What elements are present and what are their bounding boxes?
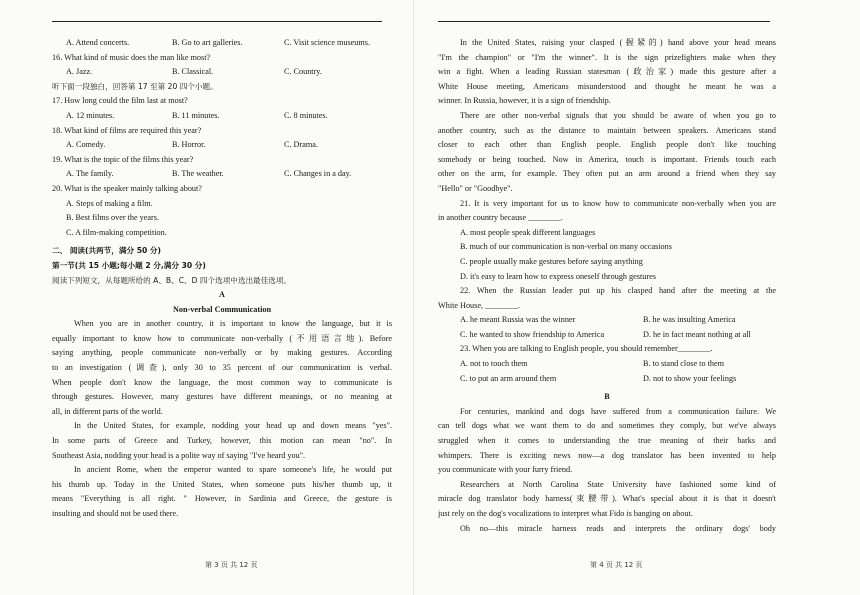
q22-stem: 22. When the Russian leader put up his clasped hand after the meeting at the (460, 286, 776, 296)
q15-option-b: B. Go to art galleries. (172, 38, 243, 47)
passage-line: his thumb up. Today in the United States, when someone puts his/her thumb up, it (52, 479, 392, 489)
passage-line: Researchers at North Carolina State University have fashioned some kind of (460, 479, 776, 489)
q23-options-row2 (438, 372, 776, 387)
q18-stem: 18. What kind of films are required this year? (52, 125, 202, 135)
q23-option-a: A. not to touch them (460, 359, 528, 369)
passage-line: another country, such as the distance to maintain between speakers. Americans stand (438, 125, 776, 135)
q17-options (52, 109, 392, 124)
left-page (52, 36, 392, 522)
passage-line: you communicate with your furry friend. (438, 465, 573, 475)
passage-letter-b: B (604, 392, 610, 402)
q23-stem: 23. When you are talking to English people, you should remember________. (460, 344, 713, 354)
q23-options-row1 (438, 357, 776, 372)
top-rule-left (52, 21, 382, 22)
page-footer-left: 第 3 页 共 12 页 (205, 561, 258, 569)
part1-title: 第一节(共 15 小题;每小题 2 分,满分 30 分) (52, 260, 206, 270)
q20-option-a: A. Steps of making a film. (66, 198, 153, 208)
q22-option-a: A. he meant Russia was the winner (460, 315, 576, 325)
passage-line: closer to each other than English people. English people don't like touching (438, 140, 776, 150)
page-fold (413, 0, 414, 595)
q15-option-a: A. Attend concerts. (66, 38, 130, 47)
q19-option-c: C. Changes in a day. (284, 169, 352, 179)
q21-option-d: D. it's easy to learn how to express oneself through gestures (460, 271, 656, 281)
q16-options (52, 65, 392, 80)
passage-title: Non-verbal Communication (172, 304, 272, 314)
passage-line: When you are in another country, it is important to know the language, but it is (74, 319, 392, 329)
listening-instruction: 听下面一段独白，回答第 17 至第 20 四个小题。 (52, 81, 218, 91)
passage-line: through gestures. However, many gestures have different meanings, or no meaning at (52, 392, 392, 402)
passage-line: other on the arm, for example. They often put an arm around a friend when they say (438, 169, 776, 179)
passage-line: insulting and should not be used there. (52, 509, 179, 518)
q21-option-a: A. most people speak different languages (460, 227, 596, 237)
q17-option-b: B. 11 minutes. (172, 110, 220, 120)
q20-stem: 20. What is the speaker mainly talking about? (52, 183, 202, 193)
passage-line: In the United States, for example, nodding your head up and down means "yes". (74, 421, 392, 431)
passage-line: When people don't know the language, the most common way to communicate is (52, 377, 392, 387)
q19-stem: 19. What is the topic of the films this year? (52, 154, 194, 164)
q22-option-c: C. he wanted to show friendship to America (460, 329, 605, 339)
passage-line: all, in different parts of the world. (52, 406, 163, 416)
q16-option-b: B. Classical. (172, 67, 214, 77)
q19-option-a: A. The family. (66, 169, 114, 179)
right-page (438, 36, 776, 536)
q21-option-c: C. people usually make gestures before saying anything (460, 256, 643, 266)
q17-option-c: C. 8 minutes. (284, 110, 328, 120)
passage-line: somebody or being touched. Now in America, touch is important. Friends touch each (438, 154, 776, 164)
passage-line: "I'm the champion" or "I'm the winner". It is the sign prizefighters make when they (438, 52, 776, 62)
passage-a-continued (438, 36, 776, 197)
q18-options (52, 138, 392, 153)
passage-line: Oh no—this miracle harness reads and interprets the ordinary dogs' body (460, 523, 776, 533)
passage-line: winner. In Russia, however, it is a sign of friendship. (438, 96, 611, 106)
passage-line: White House meeting, Americans misunderstood and thought he meant he was a (438, 81, 776, 91)
q18-option-c: C. Drama. (284, 140, 318, 150)
q18-option-b: B. Horror. (172, 140, 206, 150)
reading-section-title: 二、 阅读(共两节，满分 50 分) (52, 246, 161, 256)
passage-line: to an investigation (调查), only 30 to 35 percent of our communication is verbal. (52, 363, 392, 373)
passage-line: whimpers. There is exciting news now—a dog translator has been invented to help (438, 450, 776, 460)
q19-option-b: B. The weather. (172, 169, 224, 179)
passage-line: Southeast Asia, nodding your head is a polite way of saying "I've heard you". (52, 450, 306, 460)
passage-line: struggled when it comes to understanding the true meaning of their barks and (438, 436, 776, 446)
q19-options (52, 167, 392, 182)
q22-stem-cont: White House, ________. (438, 300, 520, 310)
passage-line: For centuries, mankind and dogs have suffered from a communication failure. We (460, 406, 776, 416)
passage-line: win a fight. When a leading Russian statesman (政治家) made this gesture after a (438, 67, 776, 77)
passage-line: miracle dog translator body harness(束腰带). What's special about it is that it doesn't (438, 494, 776, 504)
q22-options-row2 (438, 328, 776, 343)
q23-option-c: C. to put an arm around them (460, 373, 557, 383)
passage-letter-a: A (219, 290, 225, 300)
q22-option-b: B. he was insulting America (643, 315, 736, 325)
passage-line: can tell dogs what we want them to do and sometimes they comply, but we've always (438, 421, 776, 431)
q22 (438, 284, 776, 313)
q23-option-d: D. not to show your feelings (643, 373, 737, 383)
top-rule-right (438, 21, 770, 22)
q17-stem: 17. How long could the film last at most? (52, 96, 188, 106)
passage-line: saying anything, people communicate non-verbally or by making gestures. According (52, 348, 392, 358)
q21 (438, 197, 776, 226)
passage-line: In ancient Rome, when the emperor wanted to spare someone's life, he would put (74, 465, 392, 475)
q21-stem: 21. It is very important for us to know how to communicate non-verbally when you are (460, 198, 776, 208)
q22-options-row1 (438, 313, 776, 328)
q16-option-a: A. Jazz. (66, 67, 93, 77)
q15-option-c: C. Visit science museums. (284, 38, 370, 47)
passage-line: just rely on the dog's vocalizations to interpret what Fido is banging on about. (438, 509, 693, 518)
passage-line: In the United States, raising your clasped (握紧的) hand above your head means (460, 38, 776, 47)
passage-line: There are other non-verbal signals that you should be aware of when you go to (460, 110, 776, 120)
q16-stem: 16. What kind of music does the man like most? (52, 52, 211, 62)
q18-option-a: A. Comedy. (66, 140, 106, 150)
q17-option-a: A. 12 minutes. (66, 110, 115, 120)
q21-stem-cont: in another country because ________. (438, 213, 563, 223)
passage-line: means "Everything is all right. " However, in Sardinia and Greece, the gesture is (52, 494, 392, 504)
q16-option-c: C. Country. (284, 67, 322, 77)
q22-option-d: D. he in fact meant nothing at all (643, 329, 751, 339)
passage-line: In some parts of Greece and Turkey, however, this motion can mean "no". In (52, 436, 392, 446)
part1-instruction: 阅读下列短文，从每题所给的 A、B、C、D 四个选项中选出最佳选项。 (52, 275, 292, 285)
passage-line: equally important to know how to communicate non-verbally (不用语言地). Before (52, 333, 392, 343)
q21-option-b: B. much of our communication is non-verbal on many occasions (460, 242, 672, 252)
q20-option-b: B. Best films over the years. (66, 213, 160, 223)
page-footer-right: 第 4 页 共 12 页 (590, 561, 643, 569)
q23-option-b: B. to stand close to them (643, 359, 724, 369)
q20-option-c: C. A film-making competition. (66, 227, 167, 237)
passage-b-body (438, 405, 776, 536)
passage-line: "Hello" or "Goodbye". (438, 183, 513, 193)
passage-a-body (52, 317, 392, 521)
q15-options (52, 36, 392, 51)
